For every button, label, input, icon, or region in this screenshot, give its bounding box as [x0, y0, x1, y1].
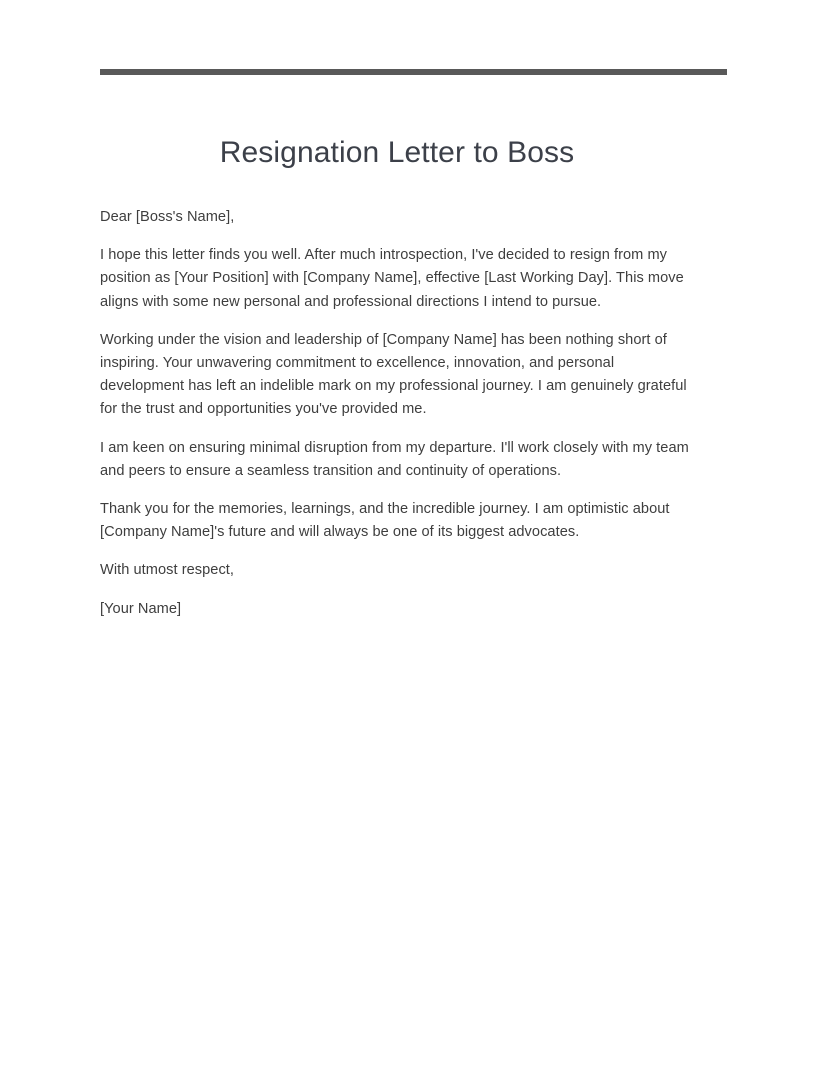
gratitude-paragraph: Working under the vision and leadership of [Company Name] has been nothing short of inspiring. Your unwavering commitment to excellence, innovation, and personal development has left an indelible mark on my professional journey. I am genuinely grateful for the trust and opportunities you've provided me.	[100, 331, 687, 418]
salutation-paragraph: Dear [Boss's Name],	[100, 209, 235, 225]
page-title: Resignation Letter to Boss	[219, 136, 575, 170]
signature-paragraph: [Your Name]	[100, 600, 182, 617]
intro-paragraph: I hope this letter finds you well. After much introspection, I've decided to resign from my position as [Your Position] with [Company Name], effective [Last Working Day]. This move aligns with some new personal and professional directions I intend to pursue.	[100, 247, 684, 310]
header-divider-rule	[100, 69, 727, 75]
closing-thanks-paragraph: Thank you for the memories, learnings, and the incredible journey. I am optimistic about [Company Name]'s future and will always be one of its biggest advocates.	[100, 501, 670, 541]
transition-paragraph: I am keen on ensuring minimal disruption from my departure. I'll work closely with my team and peers to ensure a seamless transition and continuity of operations.	[100, 439, 689, 479]
letter-body	[100, 206, 698, 621]
sign-off-paragraph: With utmost respect,	[100, 562, 235, 579]
